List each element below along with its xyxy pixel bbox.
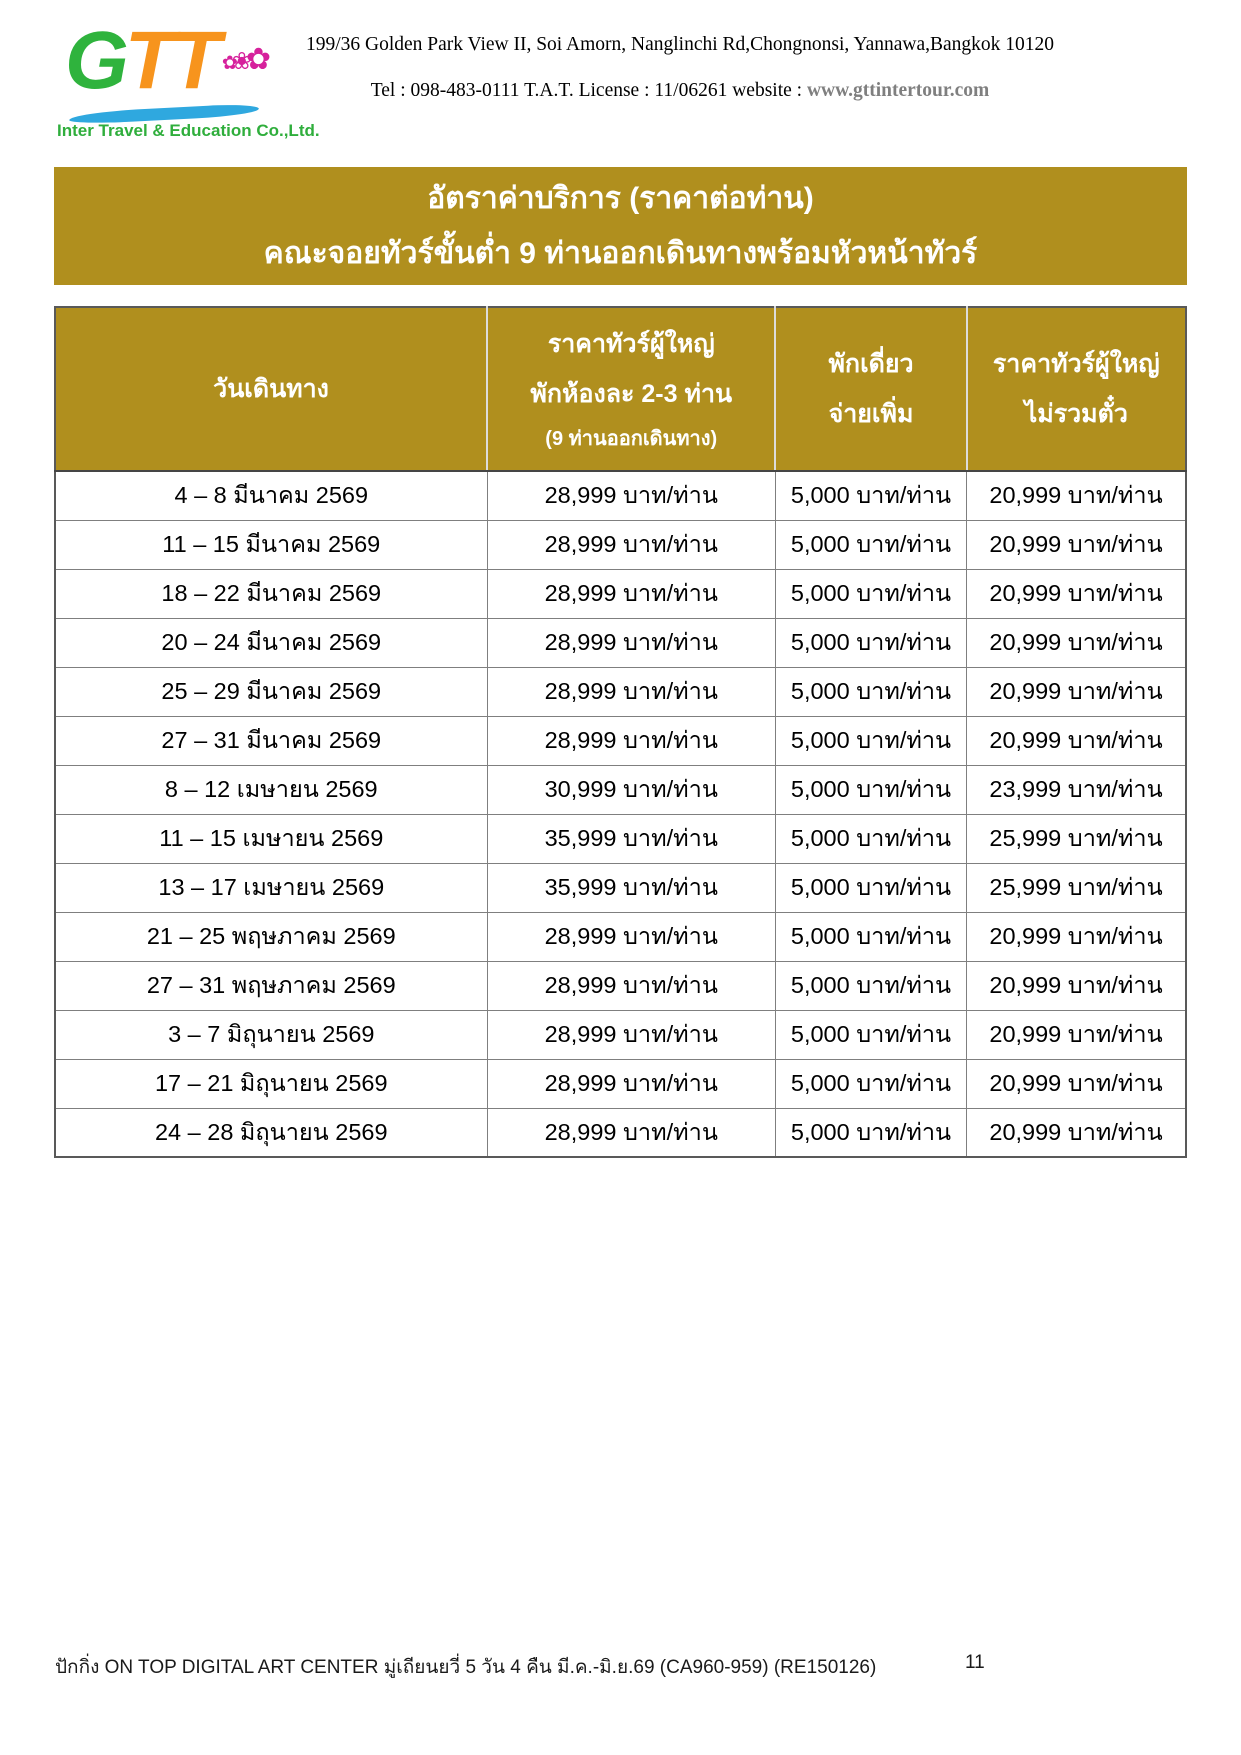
price-no-ticket-cell: 25,999 บาท/ท่าน bbox=[967, 814, 1186, 863]
logo-tagline: Inter Travel & Education Co.,Ltd. bbox=[57, 121, 320, 140]
table-row bbox=[55, 961, 1186, 1010]
departure-date-cell: 21 – 25 พฤษภาคม 2569 bbox=[55, 912, 487, 961]
price-no-ticket-cell: 20,999 บาท/ท่าน bbox=[967, 912, 1186, 961]
footer-tour-code: ปักกิ่ง ON TOP DIGITAL ART CENTER มู่เถียนยวี่ 5 วัน 4 คืน มี.ค.-มิ.ย.69 (CA960-959) (RE150126) bbox=[55, 1657, 877, 1678]
company-contact-line bbox=[285, 80, 1075, 102]
price-no-ticket-cell: 20,999 บาท/ท่าน bbox=[967, 1010, 1186, 1059]
page-number: 11 bbox=[965, 1652, 985, 1673]
price-no-ticket-cell: 20,999 บาท/ท่าน bbox=[967, 569, 1186, 618]
departure-date-cell: 24 – 28 มิถุนายน 2569 bbox=[55, 1108, 487, 1157]
adult-price-cell: 28,999 บาท/ท่าน bbox=[487, 667, 775, 716]
header-line: พักห้องละ 2-3 ท่าน bbox=[530, 380, 733, 408]
table-row bbox=[55, 1059, 1186, 1108]
price-no-ticket-cell: 20,999 บาท/ท่าน bbox=[967, 961, 1186, 1010]
table-row bbox=[55, 1010, 1186, 1059]
adult-price-cell: 35,999 บาท/ท่าน bbox=[487, 863, 775, 912]
single-supplement-cell: 5,000 บาท/ท่าน bbox=[775, 618, 966, 667]
adult-price-cell: 35,999 บาท/ท่าน bbox=[487, 814, 775, 863]
departure-date-cell: 25 – 29 มีนาคม 2569 bbox=[55, 667, 487, 716]
price-table-header bbox=[55, 307, 1186, 471]
departure-date-cell: 18 – 22 มีนาคม 2569 bbox=[55, 569, 487, 618]
table-row bbox=[55, 618, 1186, 667]
header-row bbox=[55, 307, 1186, 471]
single-supplement-cell: 5,000 บาท/ท่าน bbox=[775, 814, 966, 863]
price-banner bbox=[54, 167, 1187, 285]
price-no-ticket-cell: 20,999 บาท/ท่าน bbox=[967, 667, 1186, 716]
single-supplement-cell: 5,000 บาท/ท่าน bbox=[775, 667, 966, 716]
adult-price-cell: 28,999 บาท/ท่าน bbox=[487, 1059, 775, 1108]
single-supplement-cell: 5,000 บาท/ท่าน bbox=[775, 1108, 966, 1157]
single-supplement-cell: 5,000 บาท/ท่าน bbox=[775, 863, 966, 912]
adult-price-cell: 28,999 บาท/ท่าน bbox=[487, 569, 775, 618]
col-header-departure-date bbox=[55, 307, 487, 471]
website-link[interactable]: www.gttintertour.com bbox=[806, 80, 990, 101]
header-line: ราคาทัวร์ผู้ใหญ่ bbox=[992, 350, 1160, 378]
table-row bbox=[55, 765, 1186, 814]
adult-price-cell: 28,999 บาท/ท่าน bbox=[487, 961, 775, 1010]
price-no-ticket-cell: 25,999 บาท/ท่าน bbox=[967, 863, 1186, 912]
banner-title-line2: คณะจอยทัวร์ขั้นต่ำ 9 ท่านออกเดินทางพร้อมหัวหน้าทัวร์ bbox=[263, 237, 978, 270]
adult-price-cell: 28,999 บาท/ท่าน bbox=[487, 471, 775, 520]
col-header-price-no-ticket bbox=[967, 307, 1186, 471]
table-row bbox=[55, 716, 1186, 765]
single-supplement-cell: 5,000 บาท/ท่าน bbox=[775, 1010, 966, 1059]
company-contact-block bbox=[285, 34, 1075, 102]
table-row bbox=[55, 520, 1186, 569]
contact-text: Tel : 098-483-0111 T.A.T. License : 11/06261 website : bbox=[370, 80, 807, 101]
table-row bbox=[55, 471, 1186, 520]
price-no-ticket-cell: 20,999 บาท/ท่าน bbox=[967, 1059, 1186, 1108]
single-supplement-cell: 5,000 บาท/ท่าน bbox=[775, 471, 966, 520]
header-line: ไม่รวมตั๋ว bbox=[1024, 400, 1128, 428]
table-row bbox=[55, 667, 1186, 716]
col-header-adult-price bbox=[487, 307, 775, 471]
table-row bbox=[55, 912, 1186, 961]
adult-price-cell: 28,999 บาท/ท่าน bbox=[487, 912, 775, 961]
company-address: 199/36 Golden Park View II, Soi Amorn, Nanglinchi Rd,Chongnonsi, Yannawa,Bangkok 10120 bbox=[305, 34, 1055, 55]
price-table bbox=[54, 306, 1187, 1158]
departure-date-cell: 27 – 31 มีนาคม 2569 bbox=[55, 716, 487, 765]
single-supplement-cell: 5,000 บาท/ท่าน bbox=[775, 1059, 966, 1108]
departure-date-cell: 11 – 15 มีนาคม 2569 bbox=[55, 520, 487, 569]
header-line-small: (9 ท่านออกเดินทาง) bbox=[545, 428, 718, 450]
adult-price-cell: 28,999 บาท/ท่าน bbox=[487, 1010, 775, 1059]
departure-date-cell: 27 – 31 พฤษภาคม 2569 bbox=[55, 961, 487, 1010]
departure-date-cell: 4 – 8 มีนาคม 2569 bbox=[55, 471, 487, 520]
departure-date-cell: 3 – 7 มิถุนายน 2569 bbox=[55, 1010, 487, 1059]
table-row bbox=[55, 814, 1186, 863]
logo-letter-g: G bbox=[65, 15, 125, 106]
adult-price-cell: 28,999 บาท/ท่าน bbox=[487, 618, 775, 667]
single-supplement-cell: 5,000 บาท/ท่าน bbox=[775, 569, 966, 618]
adult-price-cell: 28,999 บาท/ท่าน bbox=[487, 520, 775, 569]
adult-price-cell: 28,999 บาท/ท่าน bbox=[487, 1108, 775, 1157]
logo-letters-tt: TT bbox=[124, 15, 217, 106]
header-line: พักเดี่ยว bbox=[828, 350, 914, 378]
price-no-ticket-cell: 20,999 บาท/ท่าน bbox=[967, 618, 1186, 667]
single-supplement-cell: 5,000 บาท/ท่าน bbox=[775, 912, 966, 961]
header-line: ราคาทัวร์ผู้ใหญ่ bbox=[547, 330, 715, 358]
table-row bbox=[55, 1108, 1186, 1157]
price-no-ticket-cell: 20,999 บาท/ท่าน bbox=[967, 471, 1186, 520]
adult-price-cell: 28,999 บาท/ท่าน bbox=[487, 716, 775, 765]
departure-date-cell: 13 – 17 เมษายน 2569 bbox=[55, 863, 487, 912]
single-supplement-cell: 5,000 บาท/ท่าน bbox=[775, 765, 966, 814]
flowers-icon: ✿❀✿ bbox=[221, 43, 265, 76]
departure-date-cell: 11 – 15 เมษายน 2569 bbox=[55, 814, 487, 863]
price-no-ticket-cell: 20,999 บาท/ท่าน bbox=[967, 1108, 1186, 1157]
table-row bbox=[55, 569, 1186, 618]
header-line: จ่ายเพิ่ม bbox=[828, 400, 914, 428]
price-no-ticket-cell: 23,999 บาท/ท่าน bbox=[967, 765, 1186, 814]
company-logo bbox=[57, 15, 320, 148]
single-supplement-cell: 5,000 บาท/ท่าน bbox=[775, 961, 966, 1010]
departure-date-cell: 8 – 12 เมษายน 2569 bbox=[55, 765, 487, 814]
price-no-ticket-cell: 20,999 บาท/ท่าน bbox=[967, 520, 1186, 569]
single-supplement-cell: 5,000 บาท/ท่าน bbox=[775, 716, 966, 765]
adult-price-cell: 30,999 บาท/ท่าน bbox=[487, 765, 775, 814]
banner-title-line1: อัตราค่าบริการ (ราคาต่อท่าน) bbox=[427, 181, 814, 215]
departure-date-cell: 20 – 24 มีนาคม 2569 bbox=[55, 618, 487, 667]
price-no-ticket-cell: 20,999 บาท/ท่าน bbox=[967, 716, 1186, 765]
single-supplement-cell: 5,000 บาท/ท่าน bbox=[775, 520, 966, 569]
table-row bbox=[55, 863, 1186, 912]
logo-gtt-text bbox=[65, 15, 217, 106]
header-line: วันเดินทาง bbox=[213, 375, 329, 403]
price-table-body bbox=[55, 471, 1186, 1157]
col-header-single-supplement bbox=[775, 307, 966, 471]
departure-date-cell: 17 – 21 มิถุนายน 2569 bbox=[55, 1059, 487, 1108]
